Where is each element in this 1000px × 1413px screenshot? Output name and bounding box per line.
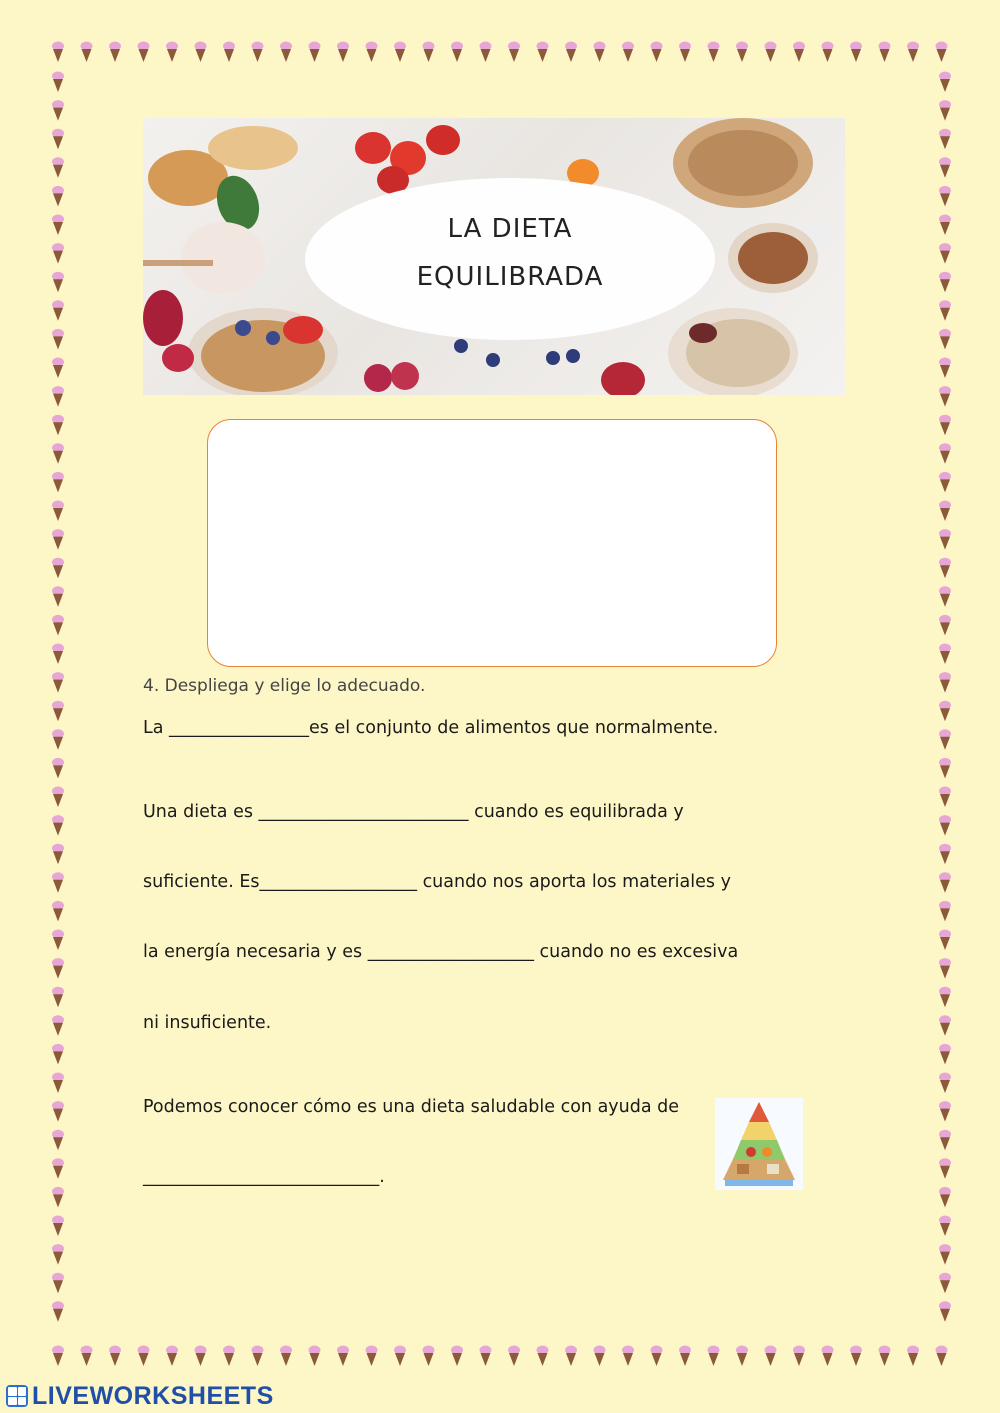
ice-cream-cone-icon [52,558,64,579]
ice-cream-cone-icon [793,1346,805,1367]
logo-icon [6,1385,28,1407]
ice-cream-cone-icon [850,42,862,63]
ice-cream-cone-icon [309,42,321,63]
ice-cream-cone-icon [822,1346,834,1367]
ice-cream-cone-icon [907,42,919,63]
ice-cream-cone-icon [936,42,948,63]
ice-cream-cone-icon [109,42,121,63]
ice-cream-cone-icon [939,529,951,550]
ice-cream-cone-icon [280,42,292,63]
ice-cream-cone-icon [81,42,93,63]
ice-cream-cone-icon [939,1158,951,1179]
ice-cream-cone-icon [52,787,64,808]
ice-cream-cone-icon [879,42,891,63]
ice-cream-cone-icon [939,672,951,693]
ice-cream-cone-icon [939,358,951,379]
ice-cream-cone-icon [939,215,951,236]
ice-cream-cone-icon [52,1346,64,1367]
ice-cream-cone-icon [537,42,549,63]
ice-cream-cone-icon [565,42,577,63]
ice-cream-cone-icon [52,415,64,436]
ice-cream-cone-icon [765,1346,777,1367]
ice-cream-cone-icon [252,42,264,63]
ice-cream-cone-icon [394,42,406,63]
ice-cream-cone-icon [52,42,64,63]
food-pyramid-image [715,1098,803,1190]
ice-cream-cone-icon [679,1346,691,1367]
sentence-line-1: La ________________es el conjunto de alimentos que normalmente. [143,718,719,738]
ice-cream-cone-icon [52,272,64,293]
ice-cream-cone-icon [52,615,64,636]
ice-cream-cone-icon [939,1015,951,1036]
ice-cream-cone-icon [52,1187,64,1208]
ice-cream-cone-icon [138,42,150,63]
ice-cream-cone-icon [508,42,520,63]
ice-cream-cone-icon [52,644,64,665]
ice-cream-cone-icon [651,1346,663,1367]
ice-cream-cone-icon [52,129,64,150]
ice-cream-cone-icon [939,586,951,607]
ice-cream-cone-icon [939,901,951,922]
ice-cream-cone-icon [52,1273,64,1294]
ice-cream-cone-icon [679,42,691,63]
sentence-line-7: ___________________________. [143,1167,385,1187]
ice-cream-cone-icon [939,930,951,951]
sentence-line-2: Una dieta es ________________________ cuando es equilibrada y [143,802,684,822]
ice-cream-cone-icon [52,1130,64,1151]
ice-cream-cone-icon [622,42,634,63]
ice-cream-cone-icon [765,42,777,63]
ice-cream-cone-icon [793,42,805,63]
ice-cream-cone-icon [195,1346,207,1367]
ice-cream-cone-icon [480,1346,492,1367]
ice-cream-cone-icon [651,42,663,63]
ice-cream-cone-icon [423,42,435,63]
ice-cream-cone-icon [939,243,951,264]
ice-cream-cone-icon [451,42,463,63]
ice-cream-cone-icon [939,1244,951,1265]
ice-cream-cone-icon [52,672,64,693]
ice-cream-cone-icon [939,1273,951,1294]
sentence-line-3: suficiente. Es__________________ cuando nos aporta los materiales y [143,872,731,892]
ice-cream-cone-icon [366,42,378,63]
ice-cream-cone-icon [939,958,951,979]
ice-cream-cone-icon [52,1073,64,1094]
ice-cream-cone-icon [939,472,951,493]
ice-cream-cone-icon [939,1130,951,1151]
sentence-line-5: ni insuficiente. [143,1013,272,1033]
ice-cream-cone-icon [52,1301,64,1322]
ice-cream-cone-icon [939,758,951,779]
ice-cream-cone-icon [52,300,64,321]
ice-cream-cone-icon [252,1346,264,1367]
ice-cream-cone-icon [166,1346,178,1367]
page-title-line1: LA DIETA [447,214,573,244]
ice-cream-cone-icon [879,1346,891,1367]
ice-cream-cone-icon [939,1187,951,1208]
ice-cream-cone-icon [52,329,64,350]
ice-cream-cone-icon [939,501,951,522]
ice-cream-cone-icon [939,1073,951,1094]
ice-cream-cone-icon [939,1301,951,1322]
page-title-line2: EQUILIBRADA [416,262,604,292]
ice-cream-cone-icon [451,1346,463,1367]
sentence-line-6: Podemos conocer cómo es una dieta saludable con ayuda de [143,1097,680,1117]
ice-cream-cone-icon [52,1101,64,1122]
ice-cream-cone-icon [939,987,951,1008]
ice-cream-cone-icon [939,300,951,321]
ice-cream-cone-icon [565,1346,577,1367]
ice-cream-cone-icon [939,157,951,178]
title-oval [305,178,715,340]
ice-cream-cone-icon [939,1216,951,1237]
ice-cream-cone-icon [138,1346,150,1367]
logo-text: LIVEWORKSHEETS [32,1381,274,1410]
ice-cream-cone-icon [52,100,64,121]
ice-cream-cone-icon [52,157,64,178]
ice-cream-cone-icon [736,1346,748,1367]
ice-cream-cone-icon [708,1346,720,1367]
ice-cream-cone-icon [850,1346,862,1367]
ice-cream-cone-icon [52,1015,64,1036]
ice-cream-cone-icon [939,386,951,407]
ice-cream-cone-icon [939,186,951,207]
ice-cream-cone-icon [195,42,207,63]
ice-cream-cone-icon [52,930,64,951]
answer-box[interactable] [207,419,777,667]
ice-cream-cone-icon [939,415,951,436]
liveworksheets-logo [6,1382,274,1410]
ice-cream-cone-icon [52,501,64,522]
ice-cream-cone-icon [81,1346,93,1367]
ice-cream-cone-icon [394,1346,406,1367]
ice-cream-cone-icon [366,1346,378,1367]
ice-cream-cone-icon [939,815,951,836]
ice-cream-cone-icon [423,1346,435,1367]
ice-cream-cone-icon [939,272,951,293]
ice-cream-cone-icon [594,42,606,63]
ice-cream-cone-icon [939,443,951,464]
ice-cream-cone-icon [109,1346,121,1367]
ice-cream-cone-icon [939,100,951,121]
ice-cream-cone-icon [939,844,951,865]
ice-cream-cone-icon [166,42,178,63]
ice-cream-cone-icon [52,1216,64,1237]
ice-cream-cone-icon [52,1158,64,1179]
ice-cream-cone-icon [52,701,64,722]
ice-cream-cone-icon [52,186,64,207]
ice-cream-cone-icon [280,1346,292,1367]
ice-cream-cone-icon [52,586,64,607]
ice-cream-cone-icon [52,529,64,550]
ice-cream-cone-icon [52,472,64,493]
ice-cream-cone-icon [939,558,951,579]
ice-cream-cone-icon [622,1346,634,1367]
ice-cream-cone-icon [907,1346,919,1367]
ice-cream-cone-icon [52,1044,64,1065]
ice-cream-cone-icon [52,987,64,1008]
ice-cream-cone-icon [52,844,64,865]
ice-cream-cone-icon [52,901,64,922]
ice-cream-cone-icon [52,358,64,379]
ice-cream-cone-icon [52,72,64,93]
sentence-line-4: la energía necesaria y es ___________________ cuando no es excesiva [143,942,739,962]
ice-cream-cone-icon [939,329,951,350]
ice-cream-cone-icon [52,386,64,407]
ice-cream-cone-icon [939,701,951,722]
ice-cream-cone-icon [939,1044,951,1065]
ice-cream-cone-icon [337,42,349,63]
ice-cream-cone-icon [939,872,951,893]
ice-cream-cone-icon [939,1101,951,1122]
ice-cream-cone-icon [939,615,951,636]
ice-cream-cone-icon [223,42,235,63]
exercise-instruction: 4. Despliega y elige lo adecuado. [143,676,426,696]
ice-cream-cone-icon [736,42,748,63]
ice-cream-cone-icon [52,729,64,750]
ice-cream-cone-icon [939,129,951,150]
ice-cream-cone-icon [480,42,492,63]
ice-cream-cone-icon [52,1244,64,1265]
ice-cream-cone-icon [223,1346,235,1367]
ice-cream-cone-icon [822,42,834,63]
ice-cream-cone-icon [508,1346,520,1367]
ice-cream-cone-icon [939,787,951,808]
ice-cream-cone-icon [52,958,64,979]
ice-cream-cone-icon [708,42,720,63]
ice-cream-cone-icon [52,758,64,779]
ice-cream-cone-icon [537,1346,549,1367]
ice-cream-cone-icon [309,1346,321,1367]
ice-cream-cone-icon [52,815,64,836]
ice-cream-cone-icon [939,729,951,750]
ice-cream-cone-icon [939,644,951,665]
ice-cream-cone-icon [936,1346,948,1367]
ice-cream-cone-icon [52,872,64,893]
ice-cream-cone-icon [52,243,64,264]
ice-cream-cone-icon [52,443,64,464]
ice-cream-cone-icon [939,72,951,93]
ice-cream-cone-icon [337,1346,349,1367]
ice-cream-cone-icon [594,1346,606,1367]
ice-cream-cone-icon [52,215,64,236]
